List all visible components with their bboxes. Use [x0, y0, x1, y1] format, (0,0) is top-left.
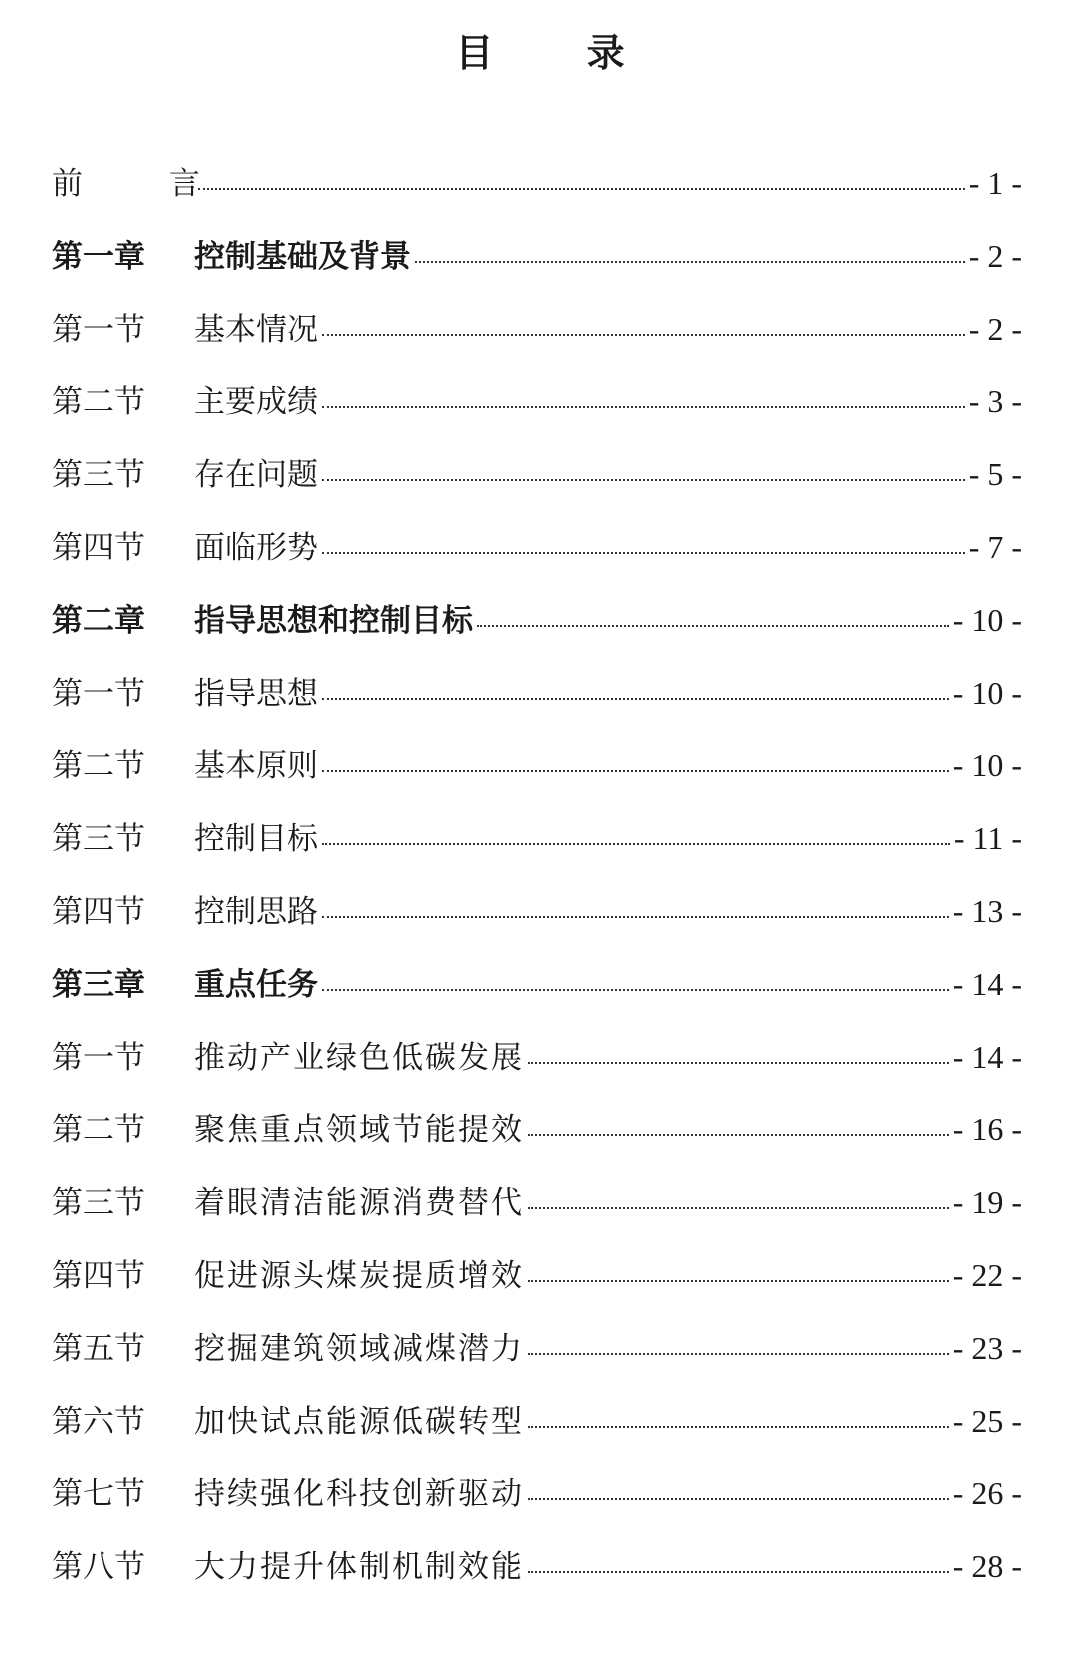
toc-page-number: - 10 -: [952, 674, 1022, 711]
toc-entry-section[interactable]: [52, 1104, 1022, 1177]
toc-entry-chapter-1[interactable]: [52, 231, 1022, 304]
toc-title: 面临形势: [194, 529, 318, 566]
toc-page-number: - 23 -: [952, 1329, 1022, 1366]
toc-label: 第三节: [52, 457, 145, 494]
dot-leader: [528, 1496, 949, 1500]
dot-leader: [322, 696, 949, 700]
toc-entry-section[interactable]: [52, 1250, 1022, 1323]
toc-title: 主要成绩: [194, 384, 318, 421]
toc-entry-section[interactable]: [52, 1177, 1022, 1250]
toc-entry-section[interactable]: [52, 449, 1022, 522]
toc-title: 重点任务: [194, 966, 318, 1003]
toc-page-number: - 7 -: [968, 528, 1022, 565]
toc-page-number: - 16 -: [952, 1111, 1022, 1148]
toc-label: 第四节: [52, 1257, 145, 1294]
toc-label: 第六节: [52, 1403, 145, 1440]
toc-page-number: - 1 -: [968, 165, 1022, 201]
toc-entry-section[interactable]: [52, 376, 1022, 449]
toc-page-number: - 11 -: [953, 820, 1022, 857]
toc-label: 第四节: [52, 529, 145, 566]
toc-title: 存在问题: [194, 457, 318, 494]
toc-entry-section[interactable]: [52, 1032, 1022, 1105]
toc-label: 前 言: [52, 166, 238, 202]
toc-label: 第二章: [52, 602, 145, 639]
dot-leader: [415, 259, 965, 263]
dot-leader: [528, 1205, 949, 1209]
toc-page-number: - 22 -: [952, 1256, 1022, 1293]
toc-entry-section[interactable]: [52, 813, 1022, 886]
toc-entry-section[interactable]: [52, 886, 1022, 959]
toc-page-number: - 26 -: [952, 1475, 1022, 1512]
dot-leader: [528, 1351, 949, 1355]
toc-label: 第七节: [52, 1476, 145, 1513]
toc-page-number: - 2 -: [968, 310, 1022, 347]
toc-page-number: - 5 -: [968, 456, 1022, 493]
toc-page-number: - 13 -: [952, 892, 1022, 929]
toc-page-number: - 19 -: [952, 1184, 1022, 1221]
toc-entry-section[interactable]: [52, 304, 1022, 377]
toc-title: 控制目标: [194, 821, 318, 858]
toc-label: 第二节: [52, 748, 145, 785]
toc-label: 第一章: [52, 238, 145, 275]
toc-entry-section[interactable]: [52, 1323, 1022, 1396]
toc-entry-section[interactable]: [52, 1541, 1022, 1614]
toc-label: 第一节: [52, 1039, 145, 1076]
toc-title: 控制思路: [194, 893, 318, 930]
toc-title: 着眼清洁能源消费替代: [194, 1185, 524, 1222]
toc-entry-preface[interactable]: [52, 158, 1022, 231]
dot-leader: [528, 1132, 949, 1136]
toc-entry-section[interactable]: [52, 668, 1022, 741]
toc-title: 推动产业绿色低碳发展: [194, 1039, 524, 1076]
toc-entry-section[interactable]: [52, 1468, 1022, 1541]
toc-entry-section[interactable]: [52, 1396, 1022, 1469]
dot-leader: [322, 477, 965, 481]
toc-label: 第二节: [52, 384, 145, 421]
dot-leader: [322, 987, 949, 991]
toc-entry-chapter-2[interactable]: [52, 595, 1022, 668]
toc-title: 加快试点能源低碳转型: [194, 1403, 524, 1440]
toc-label: 第五节: [52, 1330, 145, 1367]
toc-label: 第三节: [52, 1185, 145, 1222]
toc-title: 大力提升体制机制效能: [194, 1549, 524, 1586]
dot-leader: [322, 841, 950, 845]
dot-leader: [322, 914, 949, 918]
toc-entry-section[interactable]: [52, 740, 1022, 813]
toc-title: 指导思想: [194, 675, 318, 712]
toc-label: 第三节: [52, 821, 145, 858]
toc-entry-section[interactable]: [52, 522, 1022, 595]
dot-leader: [322, 332, 965, 336]
toc-label: 第一节: [52, 311, 145, 348]
dot-leader: [322, 404, 965, 408]
toc-title: 控制基础及背景: [194, 238, 411, 275]
dot-leader: [477, 623, 949, 627]
dot-leader: [198, 186, 965, 190]
toc-page-number: - 14 -: [952, 1038, 1022, 1075]
dot-leader: [322, 768, 949, 772]
toc-title: 持续强化科技创新驱动: [194, 1476, 524, 1513]
toc-page-number: - 25 -: [952, 1402, 1022, 1439]
toc-title: 聚焦重点领域节能提效: [194, 1112, 524, 1149]
toc-title: 基本原则: [194, 748, 318, 785]
toc-page-number: - 10 -: [952, 747, 1022, 784]
toc-label: 第四节: [52, 893, 145, 930]
dot-leader: [322, 550, 965, 554]
toc-page-number: - 3 -: [968, 383, 1022, 420]
dot-leader: [528, 1278, 949, 1282]
dot-leader: [528, 1060, 949, 1064]
toc-page-number: - 14 -: [952, 965, 1022, 1002]
toc-entry-chapter-3[interactable]: [52, 959, 1022, 1032]
toc-label: 第一节: [52, 675, 145, 712]
toc-title: 指导思想和控制目标: [194, 602, 473, 639]
toc-title: 基本情况: [194, 311, 318, 348]
toc-label: 第三章: [52, 966, 145, 1003]
toc-label: 第二节: [52, 1112, 145, 1149]
dot-leader: [528, 1424, 949, 1428]
toc-label: 第八节: [52, 1549, 145, 1586]
dot-leader: [528, 1569, 949, 1573]
table-of-contents: [52, 158, 1022, 1614]
page-title: 目 录: [455, 30, 665, 75]
toc-title: 促进源头煤炭提质增效: [194, 1257, 524, 1294]
toc-page-number: - 28 -: [952, 1548, 1022, 1585]
toc-page-number: - 10 -: [952, 601, 1022, 638]
toc-title: 挖掘建筑领域减煤潜力: [194, 1330, 524, 1367]
toc-page-number: - 2 -: [968, 237, 1022, 274]
